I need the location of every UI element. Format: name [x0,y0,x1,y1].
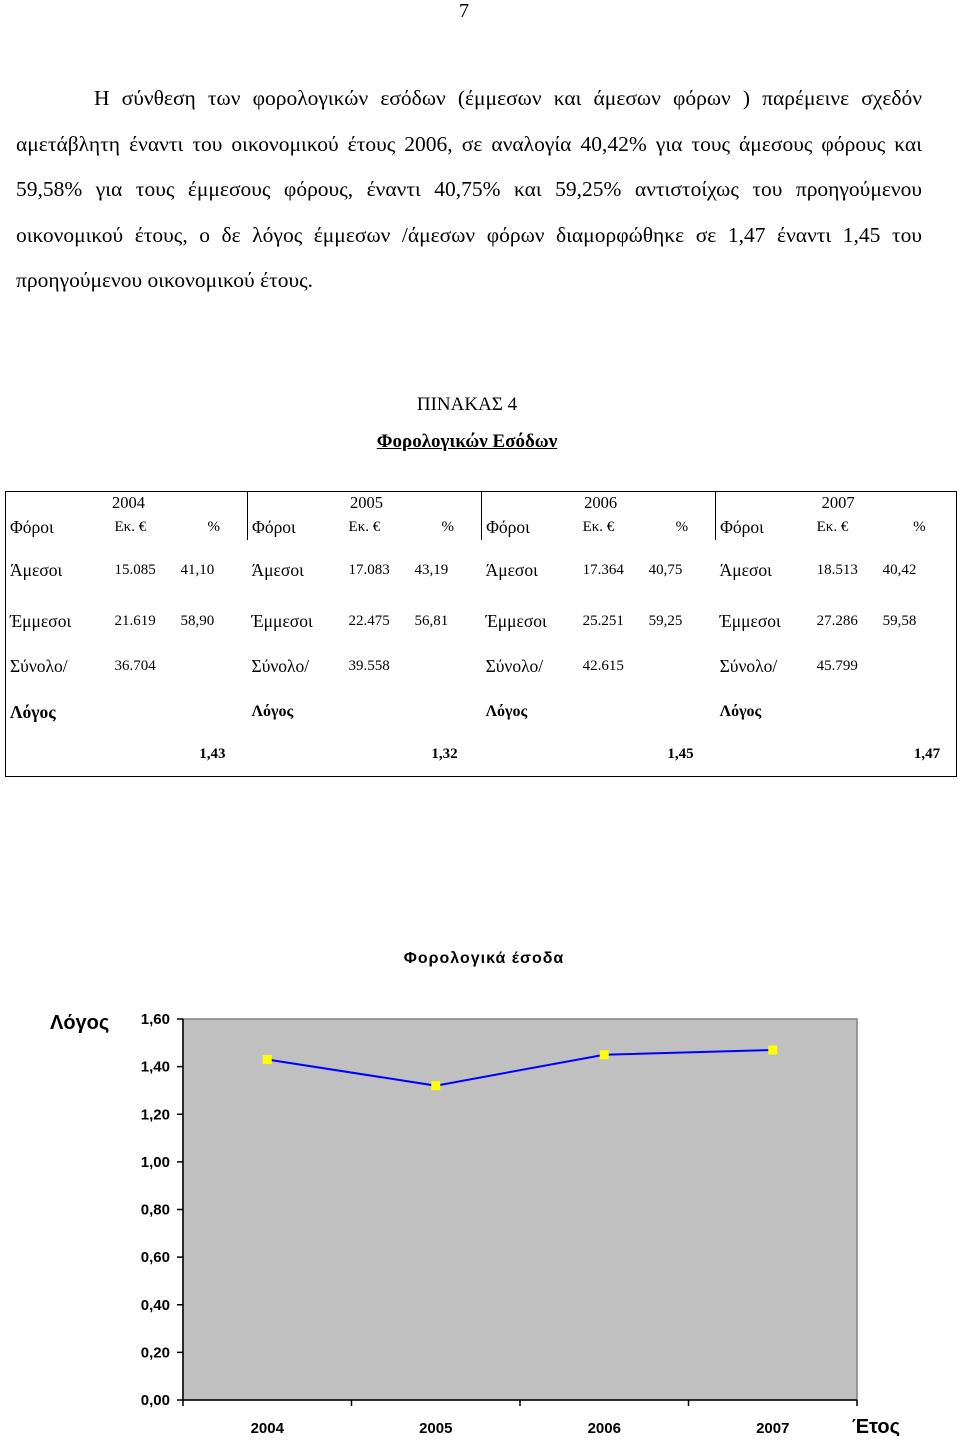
cell-amount: 39.558 [348,657,390,674]
cell-percent: 59,25 [648,612,683,629]
y-tick-label: 1,40 [140,1058,170,1076]
data-point-marker [768,1045,777,1054]
ratio-label: Λόγος [6,690,111,734]
x-tick-label: 2007 [756,1420,790,1436]
row-label-direct: Άμεσοι [485,559,538,580]
row-label-direct: Άμεσοι [251,559,304,580]
col-header-percent: % [879,514,957,540]
cell-percent [879,642,957,690]
row-label-direct: Άμεσοι [6,540,111,600]
chart-container [0,930,960,1436]
row-label-indirect: Έμμεσοι [719,610,781,631]
row-label-total: Σύνολο/ [485,655,544,676]
ratio-value: 1,43 [6,734,248,776]
cell-percent: 40,75 [648,561,683,578]
plot-area [183,1019,857,1400]
cell-amount: 22.475 [348,612,390,629]
y-tick-label: 1,60 [140,1011,170,1028]
cell-percent: 40,42 [879,540,957,600]
year-header: 2006 [482,492,716,515]
row-label-indirect: Έμμεσοι [251,610,313,631]
year-header: 2007 [716,492,957,515]
cell-amount: 18.513 [816,561,858,578]
y-tick-label: 0,00 [140,1392,170,1409]
data-point-marker [431,1081,440,1090]
col-header-taxes: Φόροι [716,514,813,540]
cell-percent [645,642,716,690]
cell-amount: 21.619 [114,612,156,629]
tax-revenue-table [5,491,957,777]
row-label-direct: Άμεσοι [719,559,772,580]
ratio-value: 1,32 [248,734,482,776]
table-column-header-row [6,514,957,540]
col-header-amount: Εκ. € [816,518,849,535]
table-ratio-value-row [6,734,957,776]
x-axis-title: Έτος [852,1416,901,1436]
x-tick-label: 2006 [587,1420,621,1436]
x-tick-label: 2004 [250,1420,284,1436]
table-row [6,642,957,690]
col-header-amount: Εκ. € [114,518,147,535]
x-tick-label: 2005 [419,1420,453,1436]
cell-amount: 27.286 [816,612,858,629]
col-header-percent: % [441,518,455,535]
row-label-indirect: Έμμεσοι [6,600,111,642]
table-number: ΠΙΝΑΚΑΣ 4 [416,394,518,415]
data-point-marker [600,1050,609,1059]
y-tick-label: 0,40 [140,1296,170,1314]
table-title: Φορολογικών Εσόδων [376,431,558,452]
ratio-label: Λόγος [251,703,294,720]
cell-percent: 56,81 [414,612,449,629]
col-header-taxes: Φόροι [248,514,345,540]
cell-percent: 41,10 [180,561,215,578]
cell-percent [411,642,482,690]
ratio-label: Λόγος [719,703,762,720]
page-number: 7 [459,0,469,22]
cell-percent: 43,19 [414,561,449,578]
cell-percent: 59,58 [879,600,957,642]
year-header: 2005 [248,492,482,515]
table-year-row [6,492,957,515]
cell-amount: 15.085 [114,561,156,578]
y-tick-label: 0,20 [140,1344,170,1362]
data-point-marker [263,1055,272,1064]
col-header-taxes: Φόροι [482,514,579,540]
cell-amount: 17.364 [582,561,624,578]
col-header-amount: Εκ. € [348,518,381,535]
y-tick-label: 0,80 [140,1201,170,1219]
row-label-total: Σύνολο/ [251,655,310,676]
cell-percent: 58,90 [180,612,215,629]
cell-amount: 45.799 [816,657,858,674]
cell-amount: 42.615 [582,657,624,674]
cell-amount: 17.083 [348,561,390,578]
year-header: 2004 [6,492,248,515]
ratio-value: 1,45 [482,734,716,776]
ratio-label: Λόγος [485,703,528,720]
body-paragraph: Η σύνθεση των φορολογικών εσόδων (έμμεσων και άμεσων φόρων ) παρέμεινε σχεδόν αμετάβλητη έναντι του οικονομικού έτους 2006, σε αναλογία 40,42% για τους άμεσους φόρους και 59,58% για τους έμμεσους φόρους, έναντι 40,75% και 59,25% αντιστοίχως του προηγούμενου οικονομικού έτους, ο δε λόγος έμμεσων /άμεσων φόρων διαμορφώθηκε σε 1,47 έναντι 1,45 του προηγούμενου οικονομικού έτους. [16,86,922,293]
col-header-taxes: Φόροι [6,514,111,540]
col-header-percent: % [675,518,689,535]
row-label-total: Σύνολο/ [6,642,111,690]
line-chart [0,930,960,1436]
y-axis-title: Λόγος [50,1012,110,1034]
y-tick-label: 1,00 [140,1153,170,1171]
col-header-amount: Εκ. € [582,518,615,535]
y-tick-label: 1,20 [140,1106,170,1124]
cell-amount: 25.251 [582,612,624,629]
cell-percent [177,642,248,690]
table-ratio-label-row [6,690,957,734]
row-label-indirect: Έμμεσοι [485,610,547,631]
chart-title: Φορολογικά έσοδα [403,950,565,967]
cell-amount: 36.704 [114,657,156,674]
ratio-value: 1,47 [716,734,957,776]
table-row [6,600,957,642]
col-header-percent: % [207,518,221,535]
row-label-total: Σύνολο/ [719,655,778,676]
y-tick-label: 0,60 [140,1249,170,1267]
table-row [6,540,957,600]
